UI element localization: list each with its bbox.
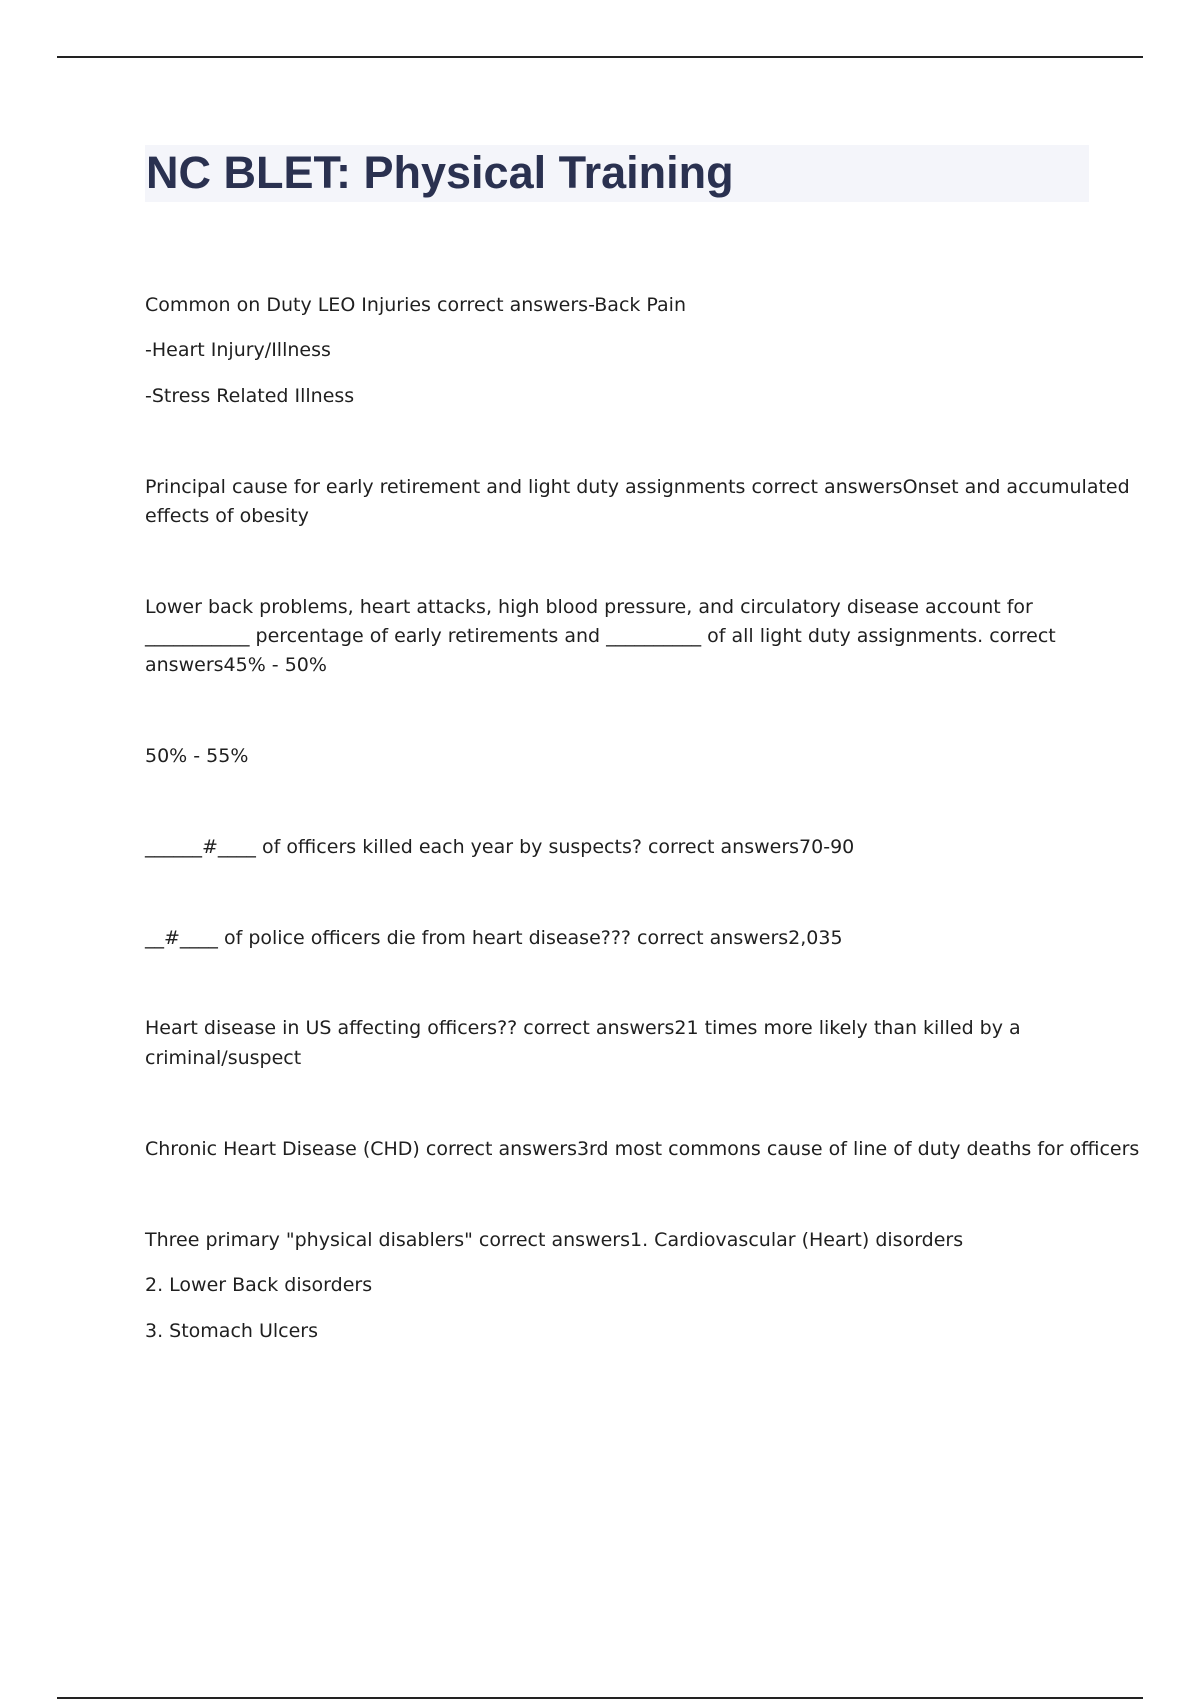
card-7-line-1: Chronic Heart Disease (CHD) correct answers3rd most commons cause of line of duty deaths for officers [145,1138,1140,1160]
card-1-line-1: Common on Duty LEO Injuries correct answers-Back Pain [145,294,686,316]
card-3-line-4: 50% - 55% [145,745,249,767]
card-2-line-2: effects of obesity [145,505,309,527]
card-3-line-1: Lower back problems, heart attacks, high blood pressure, and circulatory disease account for [145,596,1033,618]
top-rule [57,56,1143,58]
card-8-line-3: 3. Stomach Ulcers [145,1320,319,1342]
card-8-line-1: Three primary "physical disablers" correct answers1. Cardiovascular (Heart) disorders [145,1229,964,1251]
card-1-line-3: -Stress Related Illness [145,385,355,407]
card-5-line-1: __#____ of police officers die from heart disease??? correct answers2,035 [145,927,843,949]
card-6-line-1: Heart disease in US affecting officers?? correct answers21 times more likely than killed by a [145,1017,1021,1039]
card-3-line-3: answers45% - 50% [145,654,327,676]
card-4-line-1: ______#____ of officers killed each year by suspects? correct answers70-90 [145,836,855,858]
card-2-line-1: Principal cause for early retirement and light duty assignments correct answersOnset and accumulated [145,476,1130,498]
card-6-line-2: criminal/suspect [145,1047,302,1069]
bottom-rule [57,1697,1143,1699]
card-3-line-2: ___________ percentage of early retirements and __________ of all light duty assignments. correct [145,625,1056,647]
card-8-line-2: 2. Lower Back disorders [145,1274,373,1296]
page-title: NC BLET: Physical Training [146,147,734,198]
card-1-line-2: -Heart Injury/Illness [145,339,331,361]
